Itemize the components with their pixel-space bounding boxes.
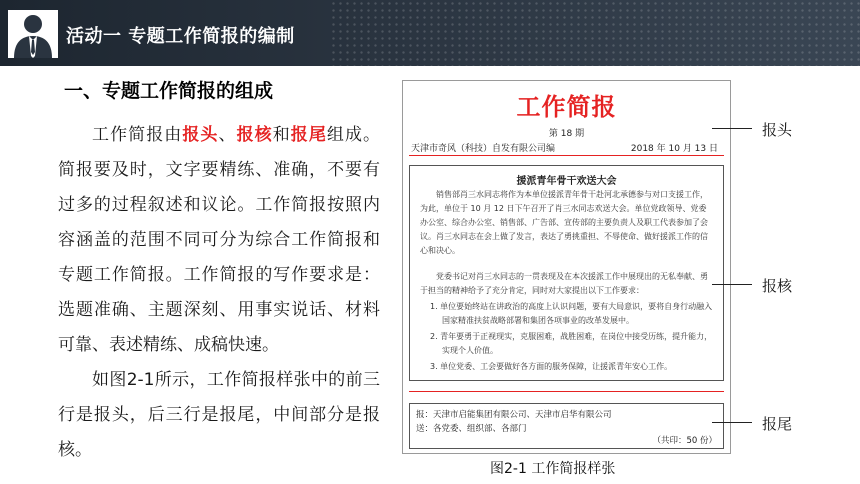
doc-report-to: 报：天津市启能集团有限公司、天津市启华有限公司 [416, 410, 612, 420]
callout-line-head [712, 128, 752, 129]
doc-issue-number: 第 18 期 [548, 129, 585, 139]
doc-title: 工作简报 [516, 93, 617, 121]
doc-tail-box [409, 403, 724, 449]
body-text-segment: 组成。简报要及时，文字要精练、准确，不要有过多的过程叙述和议论。工作简报按照内容涵盖的范围不同可分为综合工作简报和专题工作简报。工作简报的写作要求是：选题准确、主题深刻、用事实说话、材料可靠、表述精练、成稿快速。 [58, 125, 381, 355]
figure-caption: 图2-1 工作简报样张 [490, 461, 616, 477]
body-paragraph-2: 如图2-1所示，工作简报样张中的前三行是报头，后三行是报尾，中间部分是报核。 [58, 370, 380, 460]
callout-label-head: 报头 [762, 121, 793, 139]
callout-label-core: 报核 [762, 277, 793, 295]
doc-core-title: 援派青年骨干欢送大会 [516, 176, 617, 187]
body-text [58, 118, 380, 468]
highlight-baohe: 报核 [236, 125, 273, 145]
callout-label-tail: 报尾 [762, 415, 793, 433]
doc-date: 2018 年 10 月 13 日 [630, 144, 718, 154]
header-texture [330, 0, 860, 66]
businessman-icon [8, 10, 58, 58]
callout-line-tail [712, 422, 752, 423]
body-text-segment: 和 [272, 125, 291, 145]
doc-core-paragraph-1: 销售部肖三水同志将作为本单位援派青年骨干赴河北承德参与对口支援工作，为此，单位于 10 月 12 日下午召开了肖三水同志欢送大会。单位党政领导、党委办公室、综合办公室、销售部、广告部、宣传部的主要负责人及职工代表参加了会议。肖三水同志在会上做了发言，表达了勇挑重担、不辱使命、做好援派工作的信心和决心。 [420, 190, 708, 255]
doc-core-box [409, 165, 724, 381]
doc-core-item-2: 2. 青年要勇于正视现实，克服困难，战胜困难，在岗位中接受历练，提升能力，实现个人价值。 [430, 332, 713, 355]
body-paragraph-1 [58, 118, 380, 363]
head-divider-line [409, 155, 724, 156]
page-title: 活动一 专题工作简报的编制 [66, 26, 295, 47]
body-text-segment: 工作简报由 [92, 125, 183, 145]
doc-send-to: 送：各党委、组织部、各部门 [416, 424, 527, 434]
highlight-baotou: 报头 [182, 125, 219, 145]
sample-briefing-document [402, 80, 731, 454]
tail-divider-line [409, 391, 724, 392]
doc-core-item-3: 3. 单位党委、工会要做好各方面的服务保障，让援派青年安心工作。 [430, 362, 673, 371]
highlight-baowei: 报尾 [290, 125, 327, 145]
doc-core-item-1: 1. 单位要始终站在讲政治的高度上认识问题，要有大局意识，要将自身行动融入国家精准扶贫战略部署和集团各项事业的改革发展中。 [430, 302, 713, 325]
body-text-segment: 、 [218, 125, 237, 145]
callout-line-core [712, 284, 752, 285]
doc-core-paragraph-2: 党委书记对肖三水同志的一贯表现及在本次援派工作中展现出的无私奉献、勇于担当的精神给予了充分肯定，同时对大家提出以下工作要求： [420, 272, 708, 295]
doc-organization: 天津市奇风（科技）自发有限公司编 [411, 144, 556, 154]
section-heading: 一、专题工作简报的组成 [64, 80, 274, 102]
header-bar [0, 0, 860, 66]
doc-copies: （共印：50 份） [652, 436, 717, 446]
